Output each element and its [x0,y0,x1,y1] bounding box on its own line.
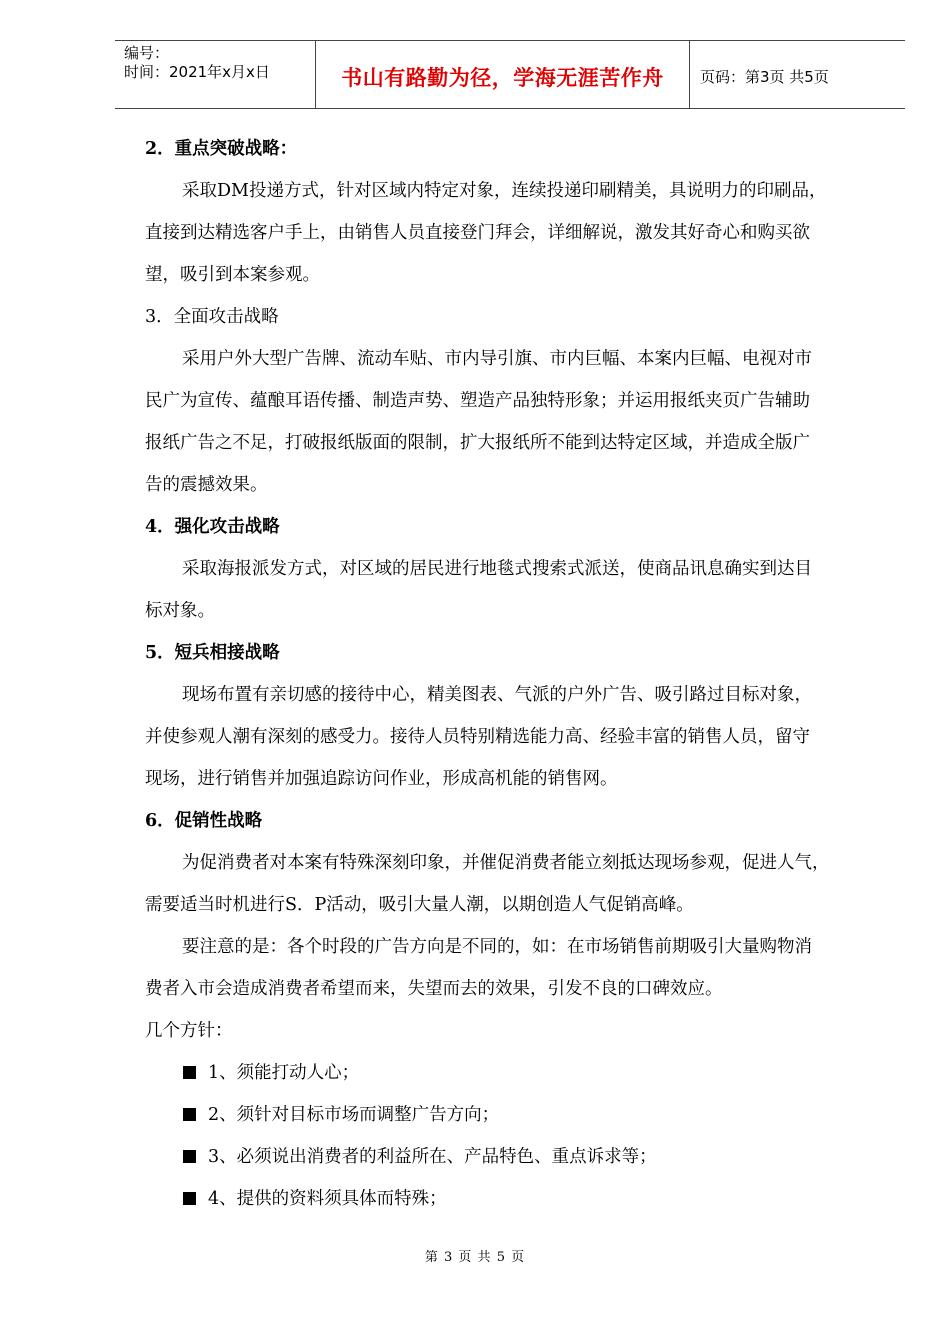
line-text: 费者入市会造成消费者希望而来，失望而去的效果，引发不良的口碑效应。 [145,979,723,999]
line-text: 民广为宣传、蕴酿耳语传播、制造声势、塑造产品独特形象；并运用报纸夹页广告辅助 [145,391,810,411]
paragraph-line [145,422,880,464]
header-motto-cell [316,41,690,108]
document-code-label: 编号： [124,44,170,62]
square-bullet-icon [183,1066,196,1079]
line-text: 标对象。 [145,601,215,621]
square-bullet-icon [183,1108,196,1121]
line-text: 3．全面攻击战略 [145,307,279,327]
bullet-item [145,1052,880,1094]
line-text: 2．重点突破战略： [145,139,298,159]
line-text: 报纸广告之不足，打破报纸版面的限制，扩大报纸所不能到达特定区域，并造成全版广 [145,433,810,453]
paragraph-line [145,716,880,758]
section-heading [145,632,880,674]
paragraph-line [145,338,880,380]
line-text: 4．强化攻击战略 [145,517,280,537]
paragraph-line [145,968,880,1010]
document-body [145,128,880,1220]
page-header [115,40,905,109]
line-text: 采取DM投递方式，针对区域内特定对象，连续投递印刷精美，具说明力的印刷品， [182,181,827,201]
paragraph-line [145,548,880,590]
line-text: 告的震撼效果。 [145,475,268,495]
paragraph-line [145,758,880,800]
paragraph-line [145,674,880,716]
header-page-info: 页码：第3页 共5页 [700,67,829,86]
line-text: 需要适当时机进行S．P活动，吸引大量人潮，以期创造人气促销高峰。 [145,895,694,915]
paragraph-line [145,254,880,296]
paragraph-line [145,926,880,968]
paragraph-line [145,380,880,422]
line-text: 几个方针： [145,1021,233,1041]
paragraph-line [145,464,880,506]
line-text: 现场，进行销售并加强追踪访问作业，形成高机能的销售网。 [145,769,618,789]
header-motto: 书山有路勤为径，学海无涯苦作舟 [341,65,664,90]
paragraph-line [145,842,880,884]
paragraph-line [145,590,880,632]
square-bullet-icon [183,1192,196,1205]
header-info-cell [115,41,316,108]
paragraph-line [145,296,880,338]
line-text: 直接到达精选客户手上，由销售人员直接登门拜会，详细解说，激发其好奇心和购买欲 [145,223,810,243]
line-text: 采用户外大型广告牌、流动车贴、市内导引旗、市内巨幅、本案内巨幅、电视对市 [182,349,812,369]
line-text: 2、须针对目标市场而调整广告方向； [208,1105,500,1125]
section-heading [145,128,880,170]
header-page-cell [690,41,905,108]
bullet-item [145,1136,880,1178]
line-text: 5．短兵相接战略 [145,643,280,663]
bullet-item [145,1178,880,1220]
line-text: 望，吸引到本案参观。 [145,265,320,285]
line-text: 为促消费者对本案有特殊深刻印象，并催促消费者能立刻抵达现场参观，促进人气， [182,853,830,873]
line-text: 要注意的是：各个时段的广告方向是不同的，如：在市场销售前期吸引大量购物消 [182,937,812,957]
section-heading [145,800,880,842]
paragraph-line [145,1010,880,1052]
line-text: 4、提供的资料须具体而特殊； [208,1189,447,1209]
line-text: 3、必须说出消费者的利益所在、产品特色、重点诉求等； [208,1147,657,1167]
line-text: 并使参观人潮有深刻的感受力。接待人员特别精选能力高、经验丰富的销售人员，留守 [145,727,810,747]
bullet-item [145,1094,880,1136]
section-heading [145,506,880,548]
paragraph-line [145,212,880,254]
document-time-label: 时间：2021年x月x日 [124,63,270,81]
line-text: 6．促销性战略 [145,811,263,831]
paragraph-line [145,884,880,926]
page-footer: 第 3 页 共 5 页 [424,1250,526,1265]
paragraph-line [145,170,880,212]
line-text: 采取海报派发方式，对区域的居民进行地毯式搜索式派送，使商品讯息确实到达目 [182,559,812,579]
line-text: 1、须能打动人心； [208,1063,360,1083]
square-bullet-icon [183,1150,196,1163]
line-text: 现场布置有亲切感的接待中心，精美图表、气派的户外广告、吸引路过目标对象， [182,685,812,705]
